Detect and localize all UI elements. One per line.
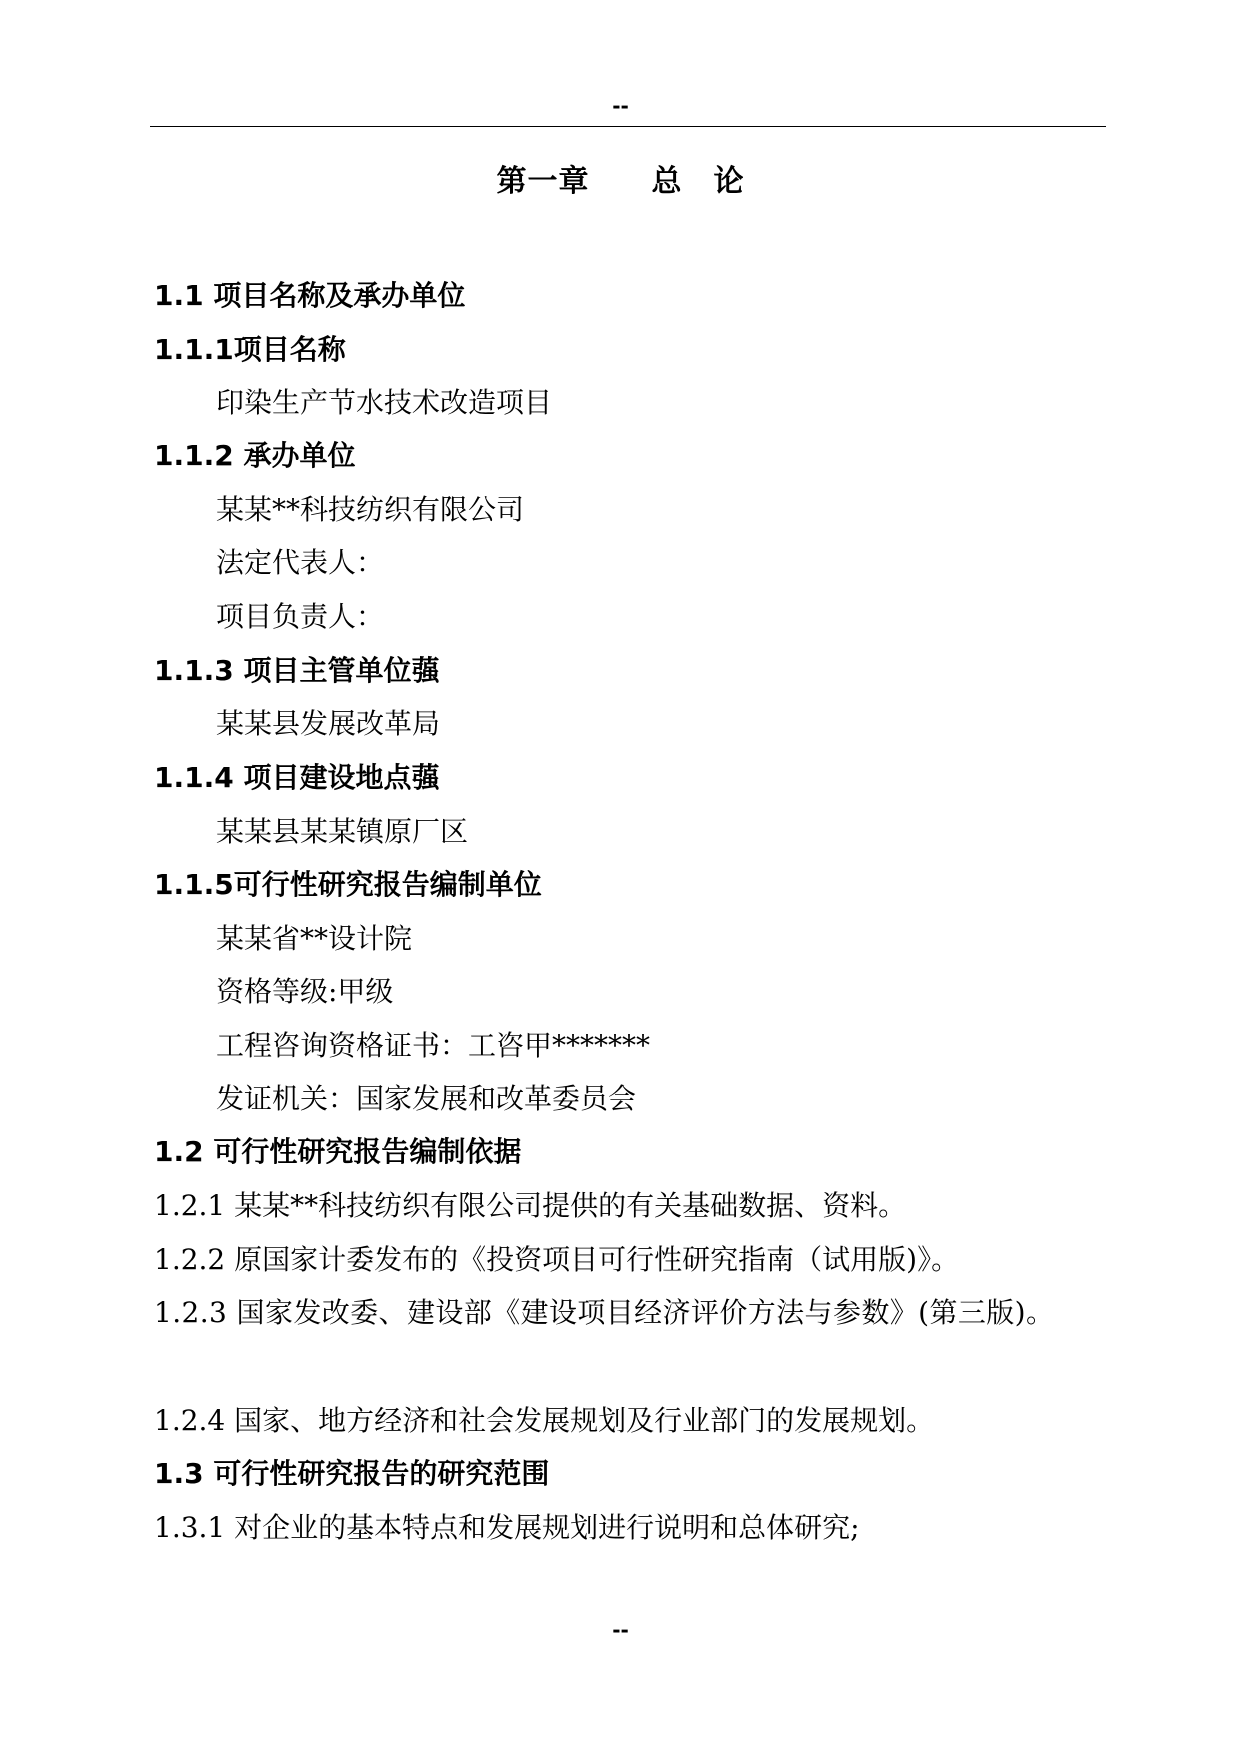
subsection-heading-1-1-4: 1.1.4 项目建设地点蔃 xyxy=(154,761,440,794)
issuing-authority-text: 发证机关：国家发展和改革委员会 xyxy=(216,1082,637,1115)
header-rule xyxy=(150,126,1106,127)
basis-item-1-2-1: 1.2.1 某某**科技纺织有限公司提供的有关基础数据、资料。 xyxy=(154,1189,907,1222)
construction-site-text: 某某县某某镇原厂区 xyxy=(216,815,469,848)
section-heading-1-3: 1.3 可行性研究报告的研究范围 xyxy=(154,1457,550,1490)
project-name-text: 印染生产节水技术改造项目 xyxy=(216,386,553,419)
chapter-title: 第一章 总 论 xyxy=(496,164,745,199)
basis-item-1-2-4: 1.2.4 国家、地方经济和社会发展规划及行业部门的发展规划。 xyxy=(154,1404,935,1437)
subsection-heading-1-1-5: 1.1.5可行性研究报告编制单位 xyxy=(154,868,542,901)
consulting-certificate-text: 工程咨询资格证书：工咨甲******* xyxy=(216,1029,651,1062)
page-footer-mark: -- xyxy=(612,1618,629,1642)
section-heading-1-1: 1.1 项目名称及承办单位 xyxy=(154,279,466,312)
supervising-unit-text: 某某县发展改革局 xyxy=(216,707,441,740)
legal-representative-text: 法定代表人： xyxy=(216,546,385,579)
page-header-mark: -- xyxy=(612,94,629,118)
project-leader-text: 项目负责人： xyxy=(216,600,385,633)
basis-item-1-2-3: 1.2.3 国家发改委、建设部《建设项目经济评价方法与参数》(第三版)。 xyxy=(154,1296,1055,1329)
section-heading-1-2: 1.2 可行性研究报告编制依据 xyxy=(154,1135,522,1168)
compiling-unit-text: 某某省**设计院 xyxy=(216,922,413,955)
subsection-heading-1-1-3: 1.1.3 项目主管单位蔃 xyxy=(154,654,440,687)
scope-item-1-3-1: 1.3.1 对企业的基本特点和发展规划进行说明和总体研究; xyxy=(154,1511,860,1544)
subsection-heading-1-1-2: 1.1.2 承办单位 xyxy=(154,439,356,472)
undertaking-company-text: 某某**科技纺织有限公司 xyxy=(216,493,525,526)
basis-item-1-2-2: 1.2.2 原国家计委发布的《投资项目可行性研究指南（试用版)》。 xyxy=(154,1243,960,1276)
qualification-grade-text: 资格等级:甲级 xyxy=(216,975,394,1008)
subsection-heading-1-1-1: 1.1.1项目名称 xyxy=(154,333,346,366)
